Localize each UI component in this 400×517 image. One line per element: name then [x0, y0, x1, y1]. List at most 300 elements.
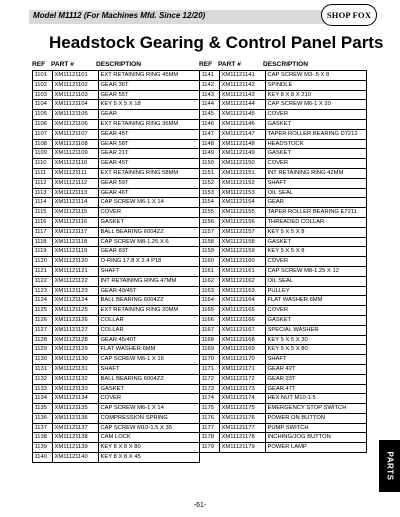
ref-cell: 1106 — [33, 119, 53, 129]
table-row — [200, 110, 367, 120]
table-row — [33, 276, 200, 286]
ref-cell: 1102 — [33, 80, 53, 90]
part-number-cell: XM11121113 — [53, 188, 99, 198]
part-number-cell: XM11121133 — [53, 384, 99, 394]
ref-cell: 1133 — [33, 384, 53, 394]
ref-cell: 1154 — [200, 198, 220, 208]
parts-column-right — [199, 60, 367, 453]
part-number-cell: XM11121120 — [53, 257, 99, 267]
part-number-cell: XM11121142 — [220, 80, 266, 90]
description-cell: KEY 5 X 5 X 30 — [266, 335, 367, 345]
description-cell: GEAR — [99, 110, 200, 120]
description-cell: EXT RETAINING RING 20MM — [99, 306, 200, 316]
part-number-cell: XM11121102 — [53, 80, 99, 90]
description-cell: SPINDLE — [266, 80, 367, 90]
description-cell: HEX NUT M10-1.5 — [266, 394, 367, 404]
description-cell: COVER — [99, 208, 200, 218]
table-row — [200, 355, 367, 365]
ref-cell: 1157 — [200, 227, 220, 237]
table-row — [33, 355, 200, 365]
ref-cell: 1101 — [33, 71, 53, 81]
part-number-cell: XM11121156 — [220, 217, 266, 227]
table-row — [33, 413, 200, 423]
part-number-cell: XM11121166 — [220, 315, 266, 325]
ref-cell: 1134 — [33, 394, 53, 404]
table-row — [33, 139, 200, 149]
part-number-cell: XM11121169 — [220, 345, 266, 355]
part-number-cell: XM11121131 — [53, 364, 99, 374]
table-row — [200, 129, 367, 139]
part-number-cell: XM11121136 — [53, 413, 99, 423]
part-number-cell: XM11121158 — [220, 237, 266, 247]
description-cell: COVER — [266, 110, 367, 120]
part-number-cell: XM11121152 — [220, 178, 266, 188]
description-cell: GASKET — [99, 384, 200, 394]
table-row — [33, 237, 200, 247]
description-cell: CAP SCREW M6-1 X 16 — [99, 355, 200, 365]
description-cell: EMERGENCY STOP SWITCH — [266, 404, 367, 414]
parts-column-left — [32, 60, 200, 463]
ref-cell: 1129 — [33, 345, 53, 355]
table-row — [200, 168, 367, 178]
part-number-cell: XM11121148 — [220, 139, 266, 149]
part-number-cell: XM11121109 — [53, 149, 99, 159]
page-number: -61- — [193, 502, 207, 509]
table-row — [200, 208, 367, 218]
description-cell: CAP SCREW M8-1.25 X 6 — [99, 237, 200, 247]
ref-cell: 1155 — [200, 208, 220, 218]
part-number-cell: XM11121162 — [220, 276, 266, 286]
part-number-cell: XM11121155 — [220, 208, 266, 218]
parts-side-tab — [379, 440, 400, 492]
shop-fox-logo — [321, 4, 377, 26]
table-row — [200, 306, 367, 316]
part-number-cell: XM11121105 — [53, 110, 99, 120]
ref-cell: 1124 — [33, 296, 53, 306]
table-row — [33, 159, 200, 169]
part-number-cell: XM11121150 — [220, 159, 266, 169]
description-cell: GEAR 47T — [266, 384, 367, 394]
part-number-cell: XM11121177 — [220, 423, 266, 433]
table-row — [33, 384, 200, 394]
description-cell: GASKET — [266, 119, 367, 129]
part-number-cell: XM11121110 — [53, 159, 99, 169]
table-row — [200, 247, 367, 257]
ref-cell: 1137 — [33, 423, 53, 433]
description-cell: GEAR 55T — [99, 90, 200, 100]
description-cell: KEY 8 X 8 X 210 — [266, 90, 367, 100]
table-row — [200, 413, 367, 423]
ref-cell: 1140 — [33, 453, 53, 463]
ref-cell: 1165 — [200, 306, 220, 316]
part-header: PART # — [51, 61, 74, 68]
table-row — [33, 443, 200, 453]
part-number-cell: XM11121112 — [53, 178, 99, 188]
part-number-cell: XM11121163 — [220, 286, 266, 296]
part-number-cell: XM11121160 — [220, 257, 266, 267]
description-cell: COVER — [266, 306, 367, 316]
description-cell: GASKET — [266, 237, 367, 247]
description-cell: COLLAR — [99, 315, 200, 325]
column-headers — [32, 60, 200, 69]
table-row — [200, 286, 367, 296]
ref-cell: 1142 — [200, 80, 220, 90]
description-cell: INT RETAINING RING 47MM — [99, 276, 200, 286]
part-number-cell: XM11121118 — [53, 237, 99, 247]
ref-cell: 1153 — [200, 188, 220, 198]
description-cell: BALL BEARING 6004ZZ — [99, 296, 200, 306]
description-cell: GEAR 83T — [99, 247, 200, 257]
ref-cell: 1152 — [200, 178, 220, 188]
table-row — [200, 217, 367, 227]
table-row — [200, 345, 367, 355]
description-cell: TAPER ROLLER BEARING E7211 — [266, 208, 367, 218]
part-number-cell: XM11121178 — [220, 433, 266, 443]
ref-cell: 1114 — [33, 198, 53, 208]
ref-cell: 1122 — [33, 276, 53, 286]
description-cell: PULLEY — [266, 286, 367, 296]
table-row — [200, 335, 367, 345]
ref-cell: 1167 — [200, 325, 220, 335]
ref-cell: 1146 — [200, 119, 220, 129]
table-row — [33, 315, 200, 325]
description-cell: GEAR 42T — [266, 364, 367, 374]
part-number-cell: XM11121114 — [53, 198, 99, 208]
description-cell: KEY 5 X 5 X 80 — [266, 345, 367, 355]
table-row — [33, 247, 200, 257]
ref-cell: 1105 — [33, 110, 53, 120]
description-cell: EXT RETAINING RING 45MM — [99, 71, 200, 81]
table-row — [200, 384, 367, 394]
description-cell: GEAR 45T — [99, 159, 200, 169]
table-row — [200, 394, 367, 404]
description-cell: SPECIAL WASHER — [266, 325, 367, 335]
table-row — [33, 90, 200, 100]
part-number-cell: XM11121153 — [220, 188, 266, 198]
part-number-cell: XM11121106 — [53, 119, 99, 129]
ref-cell: 1123 — [33, 286, 53, 296]
description-cell: FLAT WASHER 6MM — [99, 345, 200, 355]
table-row — [200, 178, 367, 188]
ref-cell: 1166 — [200, 315, 220, 325]
part-number-cell: XM11121149 — [220, 149, 266, 159]
table-row — [33, 404, 200, 414]
ref-cell: 1139 — [33, 443, 53, 453]
part-number-cell: XM11121145 — [220, 110, 266, 120]
ref-cell: 1163 — [200, 286, 220, 296]
logo-text: SHOP FOX — [326, 10, 372, 20]
description-header: DESCRIPTION — [263, 61, 309, 68]
ref-cell: 1174 — [200, 394, 220, 404]
description-cell: GEAR 45/40T — [99, 335, 200, 345]
ref-cell: 1110 — [33, 159, 53, 169]
table-row — [200, 100, 367, 110]
ref-cell: 1150 — [200, 159, 220, 169]
table-row — [33, 80, 200, 90]
parts-table-left — [32, 70, 200, 463]
ref-cell: 1162 — [200, 276, 220, 286]
table-row — [33, 208, 200, 218]
ref-cell: 1135 — [33, 404, 53, 414]
part-number-cell: XM11121172 — [220, 374, 266, 384]
ref-cell: 1143 — [200, 90, 220, 100]
table-row — [33, 129, 200, 139]
table-row — [33, 433, 200, 443]
table-row — [33, 217, 200, 227]
description-cell: GASKET — [266, 149, 367, 159]
part-number-cell: XM11121125 — [53, 306, 99, 316]
description-cell: SHAFT — [99, 266, 200, 276]
description-cell: CAP SCREW M6-1 X 14 — [99, 404, 200, 414]
part-number-cell: XM11121154 — [220, 198, 266, 208]
ref-cell: 1131 — [33, 364, 53, 374]
table-row — [33, 374, 200, 384]
description-cell: KEY 5 X 5 X 18 — [99, 100, 200, 110]
ref-cell: 1141 — [200, 71, 220, 81]
part-number-cell: XM11121124 — [53, 296, 99, 306]
part-number-cell: XM11121147 — [220, 129, 266, 139]
description-cell: SHAFT — [266, 355, 367, 365]
description-cell: GEAR 46T — [99, 188, 200, 198]
part-number-cell: XM11121173 — [220, 384, 266, 394]
part-number-cell: XM11121127 — [53, 325, 99, 335]
part-number-cell: XM11121161 — [220, 266, 266, 276]
table-row — [200, 443, 367, 453]
ref-cell: 1121 — [33, 266, 53, 276]
part-number-cell: XM11121134 — [53, 394, 99, 404]
description-cell: EXT RETAINING RING 58MM — [99, 168, 200, 178]
ref-cell: 1136 — [33, 413, 53, 423]
part-number-cell: XM11121170 — [220, 355, 266, 365]
ref-cell: 1117 — [33, 227, 53, 237]
table-row — [33, 296, 200, 306]
ref-cell: 1119 — [33, 247, 53, 257]
ref-cell: 1145 — [200, 110, 220, 120]
description-cell: FLAT WASHER 6MM — [266, 296, 367, 306]
description-cell: COMPRESSION SPRING — [99, 413, 200, 423]
part-number-cell: XM11121122 — [53, 276, 99, 286]
table-row — [200, 433, 367, 443]
description-cell: GASKET — [99, 217, 200, 227]
description-cell: GEAR 45T — [99, 129, 200, 139]
part-number-cell: XM11121159 — [220, 247, 266, 257]
ref-cell: 1149 — [200, 149, 220, 159]
description-cell: SHAFT — [266, 178, 367, 188]
description-cell: GEAR 59T — [99, 178, 200, 188]
ref-cell: 1130 — [33, 355, 53, 365]
description-cell: SHAFT — [99, 364, 200, 374]
description-cell: GEAR 58T — [99, 139, 200, 149]
ref-cell: 1103 — [33, 90, 53, 100]
part-number-cell: XM11121117 — [53, 227, 99, 237]
description-cell: KEY 5 X 5 X 8 — [266, 247, 367, 257]
column-headers — [199, 60, 367, 69]
table-row — [200, 80, 367, 90]
table-row — [33, 119, 200, 129]
description-cell: CAP SCREW M6-1 X 14 — [99, 198, 200, 208]
description-cell: GEAR 23T — [266, 374, 367, 384]
table-row — [200, 119, 367, 129]
description-cell: KEY 8 X 8 X 80 — [99, 443, 200, 453]
table-row — [33, 257, 200, 267]
part-number-cell: XM11121137 — [53, 423, 99, 433]
table-row — [200, 139, 367, 149]
part-number-cell: XM11121141 — [220, 71, 266, 81]
ref-cell: 1173 — [200, 384, 220, 394]
description-cell: POWER ON BUTTON — [266, 413, 367, 423]
table-row — [200, 315, 367, 325]
description-cell: INCHING/JOG BUTTON — [266, 433, 367, 443]
part-number-cell: XM11121167 — [220, 325, 266, 335]
part-number-cell: XM11121130 — [53, 355, 99, 365]
table-row — [200, 159, 367, 169]
ref-cell: 1151 — [200, 168, 220, 178]
part-number-cell: XM11121139 — [53, 443, 99, 453]
ref-cell: 1138 — [33, 433, 53, 443]
ref-cell: 1148 — [200, 139, 220, 149]
part-number-cell: XM11121108 — [53, 139, 99, 149]
table-row — [200, 276, 367, 286]
table-row — [33, 227, 200, 237]
table-row — [200, 237, 367, 247]
description-cell: GEAR 40/45T — [99, 286, 200, 296]
part-number-cell: XM11121138 — [53, 433, 99, 443]
description-cell: CAP SCREW M6-1 X 20 — [266, 100, 367, 110]
ref-cell: 1161 — [200, 266, 220, 276]
part-number-cell: XM11121164 — [220, 296, 266, 306]
ref-cell: 1144 — [200, 100, 220, 110]
model-line: Model M1112 (For Machines Mfd. Since 12/20) — [33, 11, 206, 20]
ref-cell: 1125 — [33, 306, 53, 316]
ref-cell: 1109 — [33, 149, 53, 159]
part-number-cell: XM11121107 — [53, 129, 99, 139]
ref-cell: 1171 — [200, 364, 220, 374]
description-cell: COVER — [266, 257, 367, 267]
table-row — [33, 198, 200, 208]
description-cell: EXT RETAINING RING 36MM — [99, 119, 200, 129]
part-number-cell: XM11121132 — [53, 374, 99, 384]
table-row — [33, 110, 200, 120]
ref-cell: 1172 — [200, 374, 220, 384]
ref-cell: 1115 — [33, 208, 53, 218]
part-number-cell: XM11121119 — [53, 247, 99, 257]
ref-cell: 1107 — [33, 129, 53, 139]
table-row — [200, 404, 367, 414]
description-cell: CAP SCREW M3-.5 X 8 — [266, 71, 367, 81]
description-header: DESCRIPTION — [96, 61, 142, 68]
ref-cell: 1168 — [200, 335, 220, 345]
table-row — [33, 266, 200, 276]
part-number-cell: XM11121111 — [53, 168, 99, 178]
table-row — [200, 198, 367, 208]
part-number-cell: XM11121157 — [220, 227, 266, 237]
side-tab-label: PARTS — [385, 451, 394, 481]
ref-cell: 1127 — [33, 325, 53, 335]
description-cell: TAPER ROLLER BEARING D7212 — [266, 129, 367, 139]
ref-cell: 1159 — [200, 247, 220, 257]
table-row — [200, 296, 367, 306]
ref-cell: 1160 — [200, 257, 220, 267]
part-number-cell: XM11121175 — [220, 404, 266, 414]
description-cell: KEY 5 X 5 X 8 — [266, 227, 367, 237]
part-number-cell: XM11121144 — [220, 100, 266, 110]
table-row — [33, 394, 200, 404]
ref-cell: 1176 — [200, 413, 220, 423]
ref-cell: 1108 — [33, 139, 53, 149]
table-row — [33, 149, 200, 159]
part-number-cell: XM11121176 — [220, 413, 266, 423]
ref-cell: 1147 — [200, 129, 220, 139]
table-row — [33, 168, 200, 178]
table-row — [200, 266, 367, 276]
part-number-cell: XM11121165 — [220, 306, 266, 316]
ref-cell: 1175 — [200, 404, 220, 414]
table-row — [33, 325, 200, 335]
table-row — [33, 286, 200, 296]
ref-cell: 1120 — [33, 257, 53, 267]
description-cell: HEADSTOCK — [266, 139, 367, 149]
table-row — [33, 71, 200, 81]
ref-cell: 1156 — [200, 217, 220, 227]
ref-header: REF — [199, 61, 213, 68]
description-cell: BALL BEARING 6004ZZ — [99, 374, 200, 384]
description-cell: CAP SCREW M10-1.5 X 35 — [99, 423, 200, 433]
part-number-cell: XM11121171 — [220, 364, 266, 374]
description-cell: GASKET — [266, 315, 367, 325]
ref-cell: 1169 — [200, 345, 220, 355]
table-row — [200, 71, 367, 81]
table-row — [200, 325, 367, 335]
ref-cell: 1179 — [200, 443, 220, 453]
ref-cell: 1112 — [33, 178, 53, 188]
description-cell: CAP SCREW M8-1.25 X 12 — [266, 266, 367, 276]
description-cell: GEAR 36T — [99, 80, 200, 90]
part-number-cell: XM11121123 — [53, 286, 99, 296]
part-number-cell: XM11121115 — [53, 208, 99, 218]
part-number-cell: XM11121128 — [53, 335, 99, 345]
part-number-cell: XM11121174 — [220, 394, 266, 404]
table-row — [200, 423, 367, 433]
page-title: Headstock Gearing & Control Panel Parts — [49, 33, 384, 52]
table-row — [33, 100, 200, 110]
table-row — [200, 257, 367, 267]
description-cell: GEAR — [266, 198, 367, 208]
ref-cell: 1132 — [33, 374, 53, 384]
ref-cell: 1177 — [200, 423, 220, 433]
part-number-cell: XM11121104 — [53, 100, 99, 110]
ref-cell: 1158 — [200, 237, 220, 247]
ref-cell: 1170 — [200, 355, 220, 365]
part-number-cell: XM11121146 — [220, 119, 266, 129]
part-number-cell: XM11121129 — [53, 345, 99, 355]
description-cell: THREADED COLLAR — [266, 217, 367, 227]
description-cell: O-RING 17.8 X 2.4 P18 — [99, 257, 200, 267]
description-cell: COVER — [266, 159, 367, 169]
description-cell: COVER — [99, 394, 200, 404]
ref-cell: 1113 — [33, 188, 53, 198]
table-row — [200, 149, 367, 159]
part-number-cell: XM11121168 — [220, 335, 266, 345]
ref-header: REF — [32, 61, 46, 68]
description-cell: CAM LOCK — [99, 433, 200, 443]
part-number-cell: XM11121140 — [53, 453, 99, 463]
table-row — [33, 453, 200, 463]
part-number-cell: XM11121126 — [53, 315, 99, 325]
table-row — [33, 335, 200, 345]
parts-table-right — [199, 70, 367, 453]
table-row — [33, 178, 200, 188]
table-row — [200, 227, 367, 237]
